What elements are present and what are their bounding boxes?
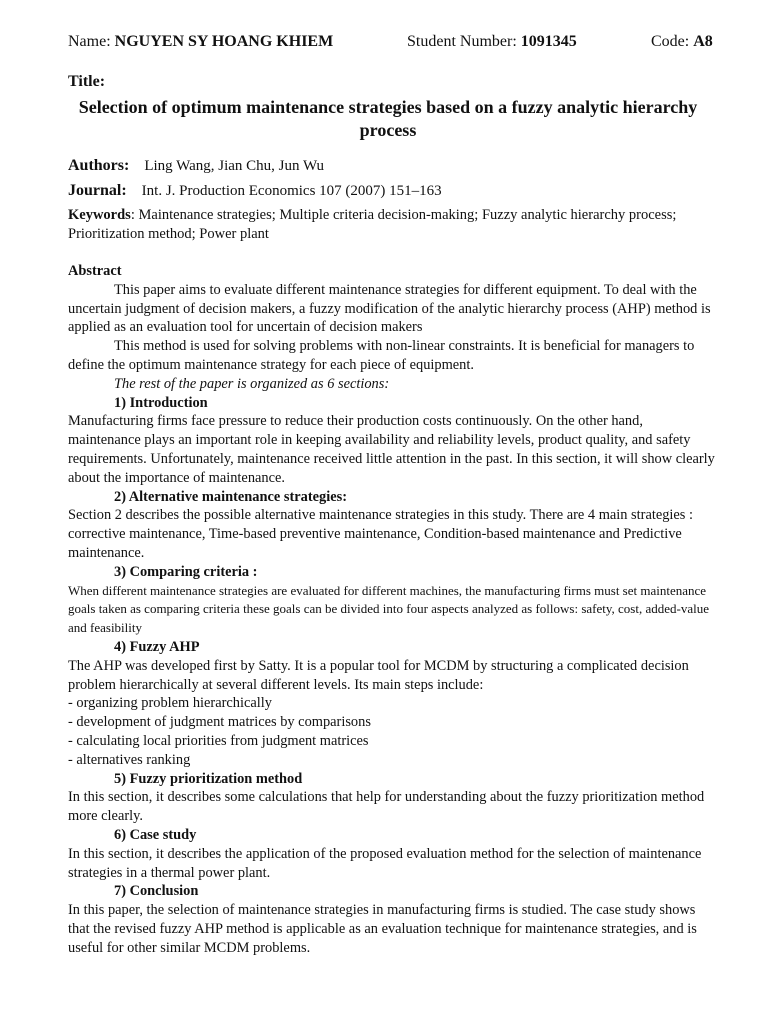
- section-heading: 3) Comparing criteria :: [114, 563, 258, 580]
- title-label: Title:: [68, 73, 106, 90]
- journal-value: Int. J. Production Economics 107 (2007) 151–163: [141, 183, 442, 199]
- name-label: Name:: [68, 33, 111, 50]
- list-item: - calculating local priorities from judgment matrices: [68, 732, 369, 749]
- authors-value: Ling Wang, Jian Chu, Jun Wu: [144, 158, 325, 174]
- section-heading: 6) Case study: [114, 826, 197, 843]
- section-text: In this section, it describes the application of the proposed evaluation method for the selection of maintenance strategies in a thermal power plant.: [68, 845, 702, 881]
- code-label: Code:: [651, 33, 690, 50]
- keywords-label: Keywords: [68, 207, 131, 223]
- student-name: [68, 33, 333, 51]
- list-item: - development of judgment matrices by comparisons: [68, 714, 371, 731]
- abstract-paragraph-2: This method is used for solving problems with non-linear constraints. It is beneficial for managers to define the optimum maintenance strategy for each piece of equipment.: [68, 338, 695, 373]
- abstract-paragraph-1: This paper aims to evaluate different maintenance strategies for different equipment. To deal with the uncertain judgment of decision makers, a fuzzy modification of the analytic hierarchy process (AHP) method is applied as an evaluation tool for uncertain of decision makers: [68, 281, 711, 336]
- section-text: In this section, it describes some calculations that help for understanding about the fuzzy prioritization method more clearly.: [68, 789, 705, 825]
- journal-label: Journal:: [68, 182, 127, 199]
- student-number-value: 1091345: [520, 33, 577, 50]
- section-heading: 1) Introduction: [114, 394, 208, 411]
- authors-line: [68, 157, 324, 175]
- paper-title: Selection of optimum maintenance strategies based on a fuzzy analytic hierarchy process: [78, 97, 698, 140]
- abstract-body: [68, 262, 718, 957]
- section-heading: 5) Fuzzy prioritization method: [114, 770, 303, 787]
- list-item: - organizing problem hierarchically: [68, 695, 272, 712]
- section-text: Manufacturing firms face pressure to reduce their production costs continuously. On the other hand, maintenance plays an important role in keeping availability and reliability levels, product quality, and safety requirements. Unfortunately, maintenance received little attention in the past. In this section, it will show clearly about the importance of maintenance.: [68, 413, 715, 486]
- name-value: NGUYEN SY HOANG KHIEM: [114, 33, 334, 50]
- section-text: When different maintenance strategies are evaluated for different machines, the manufacturing firms must set maintenance goals taken as comparing criteria these goals can be divided into four aspects analyzed as follows: safety, cost, added-value and feasibility: [68, 582, 709, 636]
- code: [651, 33, 713, 51]
- code-value: A8: [693, 33, 713, 50]
- sections-note: The rest of the paper is organized as 6 sections:: [114, 375, 390, 392]
- keywords-line: [68, 206, 708, 244]
- abstract-heading: Abstract: [68, 263, 122, 279]
- section-text: In this paper, the selection of maintenance strategies in manufacturing firms is studied. The case study shows that the revised fuzzy AHP method is applicable as an evaluation technique for maintenance strategies, and is useful for other similar MCDM problems.: [68, 902, 697, 956]
- section-heading: 7) Conclusion: [114, 883, 199, 900]
- section-text: Section 2 describes the possible alternative maintenance strategies in this study. There are 4 main strategies : corrective maintenance, Time-based preventive maintenance, Condition-based maintenance and Predictive maintenance.: [68, 507, 694, 561]
- journal-line: [68, 182, 442, 200]
- authors-label: Authors:: [68, 157, 130, 174]
- keywords-value: : Maintenance strategies; Multiple criteria decision-making; Fuzzy analytic hierarchy process; Prioritization method; Power plant: [68, 207, 677, 242]
- section-heading: 4) Fuzzy AHP: [114, 638, 200, 655]
- section-text: The AHP was developed first by Satty. It is a popular tool for MCDM by structuring a complicated decision problem hierarchically at several different levels. Its main steps include:: [68, 657, 689, 693]
- student-number-label: Student Number:: [407, 33, 517, 50]
- student-number: [407, 33, 577, 51]
- list-item: - alternatives ranking: [68, 751, 191, 768]
- section-heading: 2) Alternative maintenance strategies:: [114, 488, 347, 505]
